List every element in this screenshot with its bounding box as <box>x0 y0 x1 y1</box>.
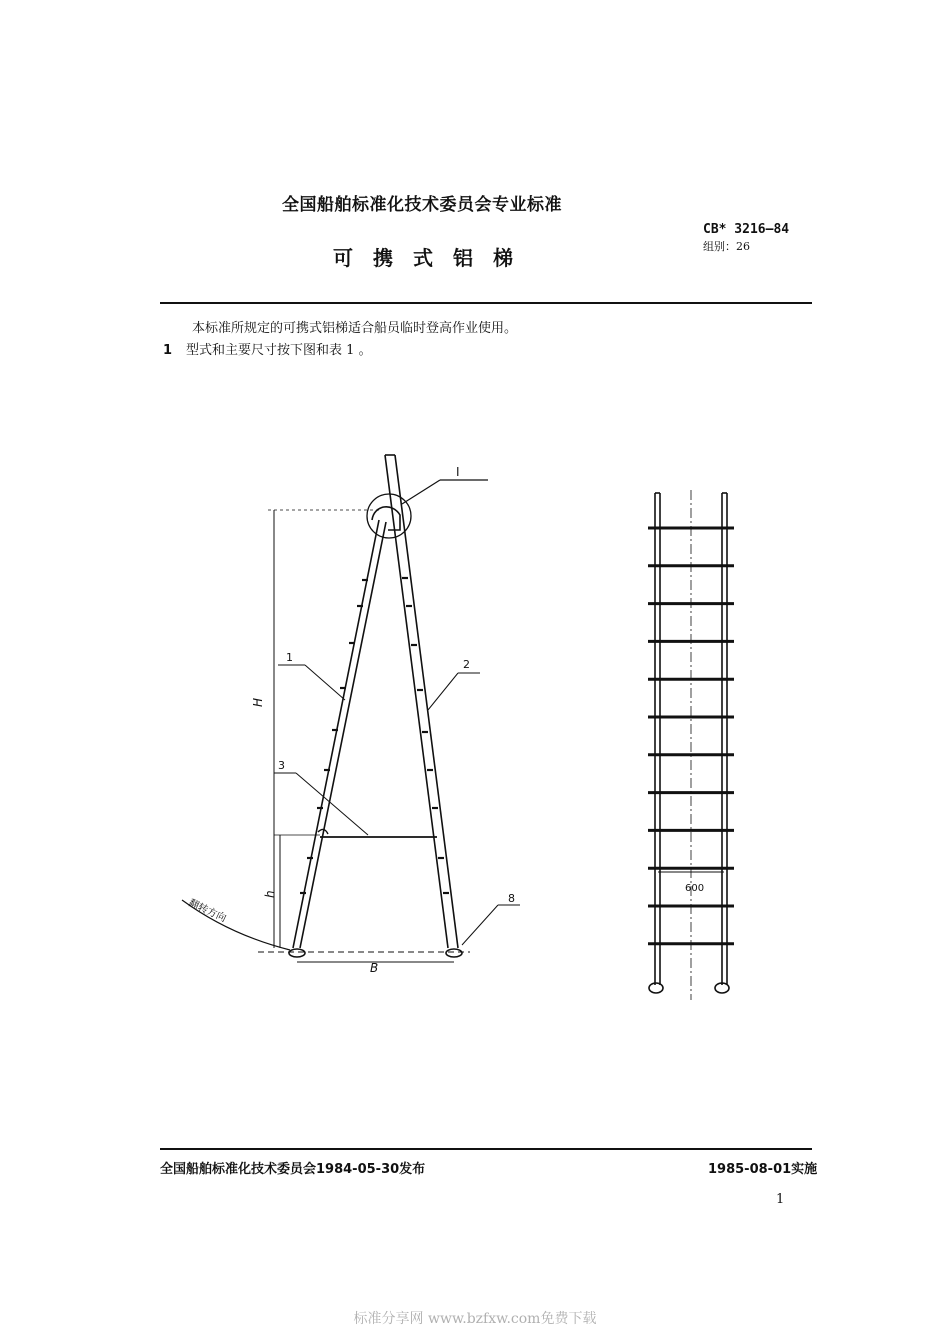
foot-right <box>446 949 462 957</box>
callout-3: 3 <box>278 759 285 772</box>
standard-code: CB* 3216—84 <box>703 222 790 237</box>
watermark: 标准分享网 www.bzfxw.com免费下载 <box>353 1311 597 1327</box>
leg-rung-marks <box>300 578 449 893</box>
fold-direction-label: 翻转方向 <box>186 897 228 925</box>
callout-I: I <box>456 465 460 479</box>
foot-left <box>289 949 305 957</box>
issued-note: 全国船舶标准化技术委员会1984-05-30发布 <box>160 1162 426 1177</box>
clause-1-text: 型式和主要尺寸按下图和表 1 。 <box>186 343 372 358</box>
footer-rule <box>160 1148 812 1150</box>
intro-paragraph: 本标准所规定的可携式铝梯适合船员临时登高作业使用。 <box>192 321 518 336</box>
callout-2: 2 <box>463 658 470 671</box>
page-number: 1 <box>776 1192 785 1207</box>
dim-h-label: h <box>263 890 277 898</box>
effective-note: 1985-08-01实施 <box>708 1162 818 1177</box>
standard-group: 组别：26 <box>703 240 750 253</box>
callout-8: 8 <box>508 892 515 905</box>
dim-B-label: B <box>370 961 379 975</box>
ladder-leg-1 <box>293 520 386 948</box>
doc-title: 可携式铝梯 <box>333 246 533 270</box>
dim-H-label: H <box>251 697 265 707</box>
org-title: 全国船舶标准化技术委员会专业标准 <box>282 195 562 215</box>
width-600-label: 600 <box>685 883 705 894</box>
ladder-leg-2 <box>385 455 458 948</box>
callout-1: 1 <box>286 651 293 664</box>
clause-1-number: 1 <box>163 343 173 358</box>
